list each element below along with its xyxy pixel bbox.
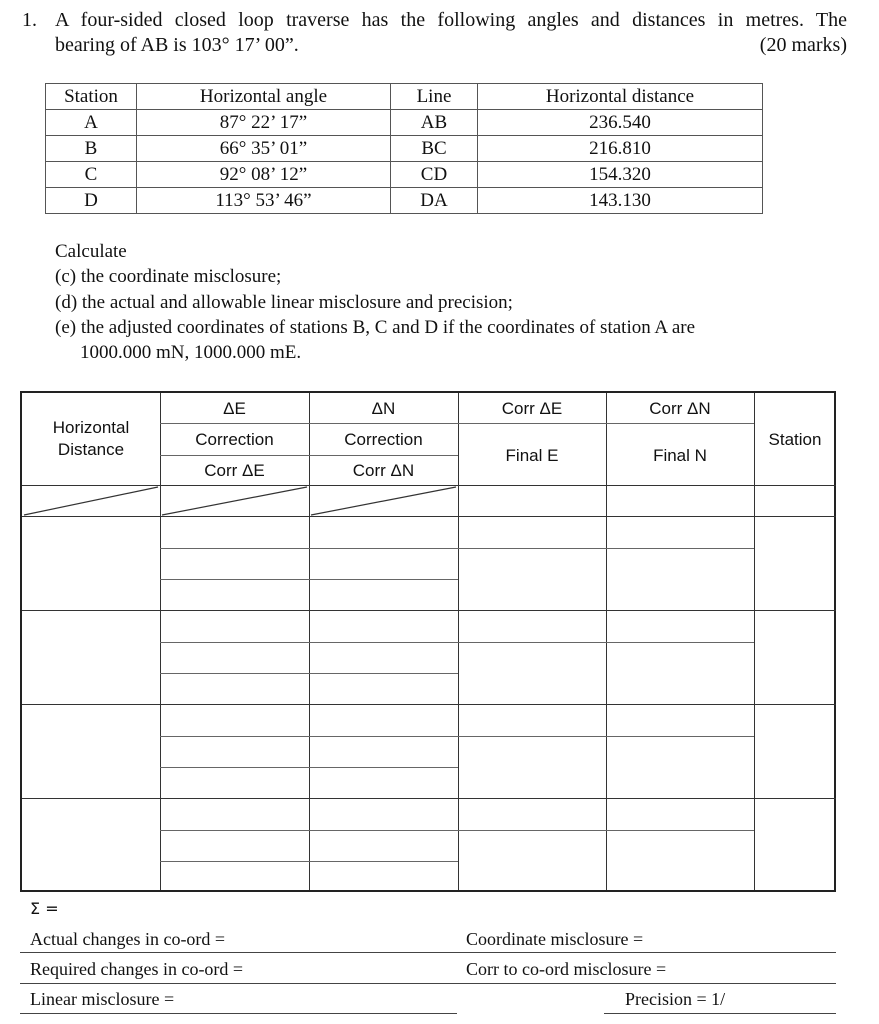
subrow-line [160, 642, 458, 643]
calculate-item-e-cont: 1000.000 mN, 1000.000 mE. [80, 342, 302, 363]
question-text-line2: bearing of AB is 103° 17’ 00”. [55, 34, 299, 56]
header-station: Station [46, 84, 137, 110]
header-delta-e-corr: Corr ΔE [204, 461, 265, 480]
cell-line: AB [391, 110, 478, 136]
linear-misclosure-label: Linear misclosure = [30, 989, 175, 1009]
footer-rule [20, 952, 836, 953]
calculate-item-e: (e) the adjusted coordinates of stations B, C and D if the coordinates of station A are [55, 317, 696, 338]
cell-line: BC [391, 136, 478, 162]
cell-line: DA [391, 188, 478, 214]
calculate-item-d: (d) the actual and allowable linear misclosure and precision; [55, 292, 513, 313]
traverse-data-table [45, 83, 763, 214]
cell-line: CD [391, 162, 478, 188]
header-horizontal-distance: Horizontal distance [478, 84, 763, 110]
calculate-item-c: (c) the coordinate misclosure; [55, 266, 282, 287]
subrow-line [160, 767, 458, 768]
coordinate-misclosure-label: Coordinate misclosure = [466, 929, 644, 949]
footer-rule [604, 1013, 836, 1014]
header-delta-n-correction: Correction [344, 430, 423, 449]
first-row-diagonals [22, 393, 836, 523]
footer-rule [20, 1013, 457, 1014]
grid-row-divider [22, 610, 836, 611]
footer-rule [20, 983, 836, 984]
subrow-line [160, 861, 458, 862]
grid-row-divider [22, 798, 836, 799]
header-final-n: Final N [653, 446, 707, 465]
question-marks: (20 marks) [759, 34, 847, 56]
table-row [46, 188, 763, 214]
subrow-line [160, 673, 458, 674]
cell-station: A [46, 110, 137, 136]
corr-misclosure-label: Corr to co-ord misclosure = [466, 959, 667, 979]
subrow-line [160, 548, 458, 549]
subrow-line [160, 579, 458, 580]
subrow-line [458, 548, 754, 549]
table-header-row [46, 84, 763, 110]
cell-distance: 154.320 [478, 162, 763, 188]
grid-row-divider [22, 704, 836, 705]
required-changes-label: Required changes in co-ord = [30, 959, 244, 979]
cell-station: B [46, 136, 137, 162]
header-delta-e-correction: Correction [195, 430, 274, 449]
cell-angle: 92° 08’ 12” [137, 162, 391, 188]
cell-distance: 216.810 [478, 136, 763, 162]
cell-station: C [46, 162, 137, 188]
question-text-line1: A four-sided closed loop traverse has the following angles and distances in metres. The [55, 9, 847, 31]
table-row [46, 136, 763, 162]
precision-label: Precision = 1/ [625, 989, 726, 1009]
header-delta-n-corr: Corr ΔN [352, 461, 415, 480]
calculate-heading: Calculate [55, 241, 127, 262]
actual-changes-label: Actual changes in co-ord = [30, 929, 226, 949]
cell-angle: 113° 53’ 46” [137, 188, 391, 214]
header-final-e: Final E [505, 446, 559, 465]
header-line: Line [391, 84, 478, 110]
header-horizontal-angle: Horizontal angle [137, 84, 391, 110]
header-station: Station [768, 430, 822, 449]
header-corr-delta-e: Corr ΔE [501, 399, 563, 418]
subrow-line [458, 642, 754, 643]
sigma-label: Σ = [30, 899, 59, 918]
cell-station: D [46, 188, 137, 214]
subrow-line [458, 736, 754, 737]
table-row [46, 162, 763, 188]
cell-distance: 236.540 [478, 110, 763, 136]
subrow-line [458, 830, 754, 831]
header-delta-e: ΔE [223, 399, 246, 418]
header-horizontal-distance: Horizontal Distance [52, 418, 130, 459]
question-number: 1. [22, 9, 37, 31]
subrow-line [160, 736, 458, 737]
header-corr-delta-n: Corr ΔN [649, 399, 711, 418]
cell-distance: 143.130 [478, 188, 763, 214]
cell-angle: 87° 22’ 17” [137, 110, 391, 136]
header-delta-n: ΔN [371, 399, 396, 418]
cell-angle: 66° 35’ 01” [137, 136, 391, 162]
subrow-line [160, 830, 458, 831]
table-row [46, 110, 763, 136]
working-grid [20, 391, 836, 892]
